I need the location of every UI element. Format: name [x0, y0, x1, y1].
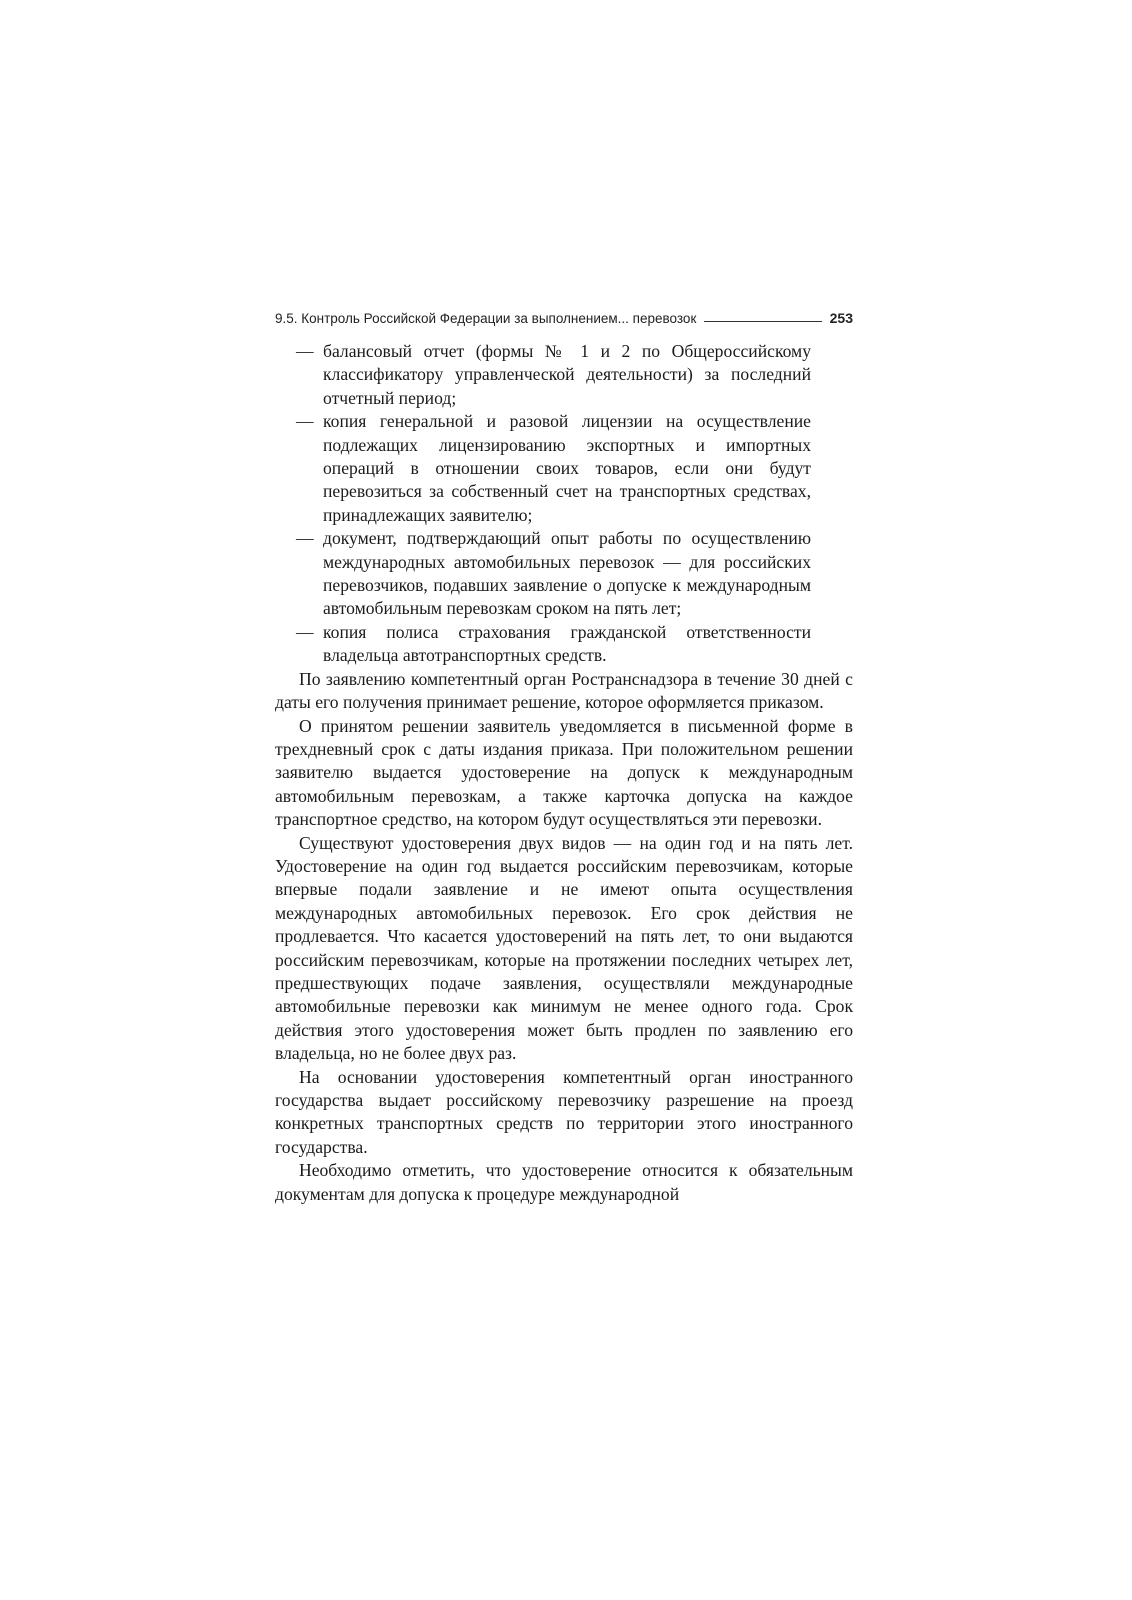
paragraph: Существуют удостоверения двух видов — на один год и на пять лет. Удостоверение на один год выдается российским перевозчикам, которые впервые подали заявление и не имеют опыта осуществления международных автомобильных перевозок. Его срок действия не продлевается. Что касается удостоверений на пять лет, то они выдаются российским перевозчикам, которые на протяжении последних четырех лет, предшествующих подаче заявления, осуществляли международные автомобильные перевозки как минимум не менее одного года. Срок действия этого удостоверения может быть продлен по заявлению его владельца, но не более двух раз. — [275, 832, 853, 1064]
list-dash: — — [296, 341, 314, 361]
list-item — [275, 527, 811, 621]
requirements-list — [275, 340, 853, 668]
list-item-text: документ, подтверждающий опыт работы по осуществлению международных автомобильных перевозок — для российских перевозчиков, подавших заявление о допуске к международным автомобильным перевозкам сроком на пять лет; — [323, 528, 811, 619]
running-head-rule — [704, 321, 821, 322]
list-item-text: копия полиса страхования гражданской ответственности владельца автотранспортных средств. — [323, 621, 811, 666]
list-item-text: балансовый отчет (формы № 1 и 2 по Общероссийскому классификатору управленческой деятельности) за последний отчетный период; — [323, 341, 811, 408]
list-dash: — — [296, 528, 314, 549]
running-head-title: 9.5. Контроль Российской Федерации за выполнением... перевозок — [275, 311, 697, 326]
list-dash: — — [296, 411, 314, 432]
paragraph: По заявлению компетентный орган Ространснадзора в течение 30 дней с даты его получения принимает решение, которое оформляется приказом. — [275, 668, 853, 713]
list-item-text: копия генеральной и разовой лицензии на осуществление подлежащих лицензированию экспортных и импортных операций в отношении своих товаров, если они будут перевозиться за собственный счет на транспортных средствах, принадлежащих заявителю; — [323, 411, 811, 525]
running-head — [275, 304, 853, 326]
list-item — [275, 410, 811, 527]
list-item — [275, 340, 811, 410]
page-content — [275, 340, 853, 1206]
paragraph: На основании удостоверения компетентный орган иностранного государства выдает российскому перевозчику разрешение на проезд конкретных транспортных средств по территории этого иностранного государства. — [275, 1066, 853, 1157]
list-item — [275, 621, 811, 668]
list-dash: — — [296, 621, 314, 642]
paragraph: О принятом решении заявитель уведомляется в письменной форме в трехдневный срок с даты издания приказа. При положительном решении заявителю выдается удостоверение на допуск к международным автомобильным перевозкам, а также карточка допуска на каждое транспортное средство, на котором будут осуществляться эти перевозки. — [275, 715, 853, 830]
book-page — [275, 304, 853, 1206]
page-number: 253 — [829, 310, 853, 326]
paragraph: Необходимо отметить, что удостоверение относится к обязательным документам для допуска к процедуре международной — [275, 1160, 853, 1204]
